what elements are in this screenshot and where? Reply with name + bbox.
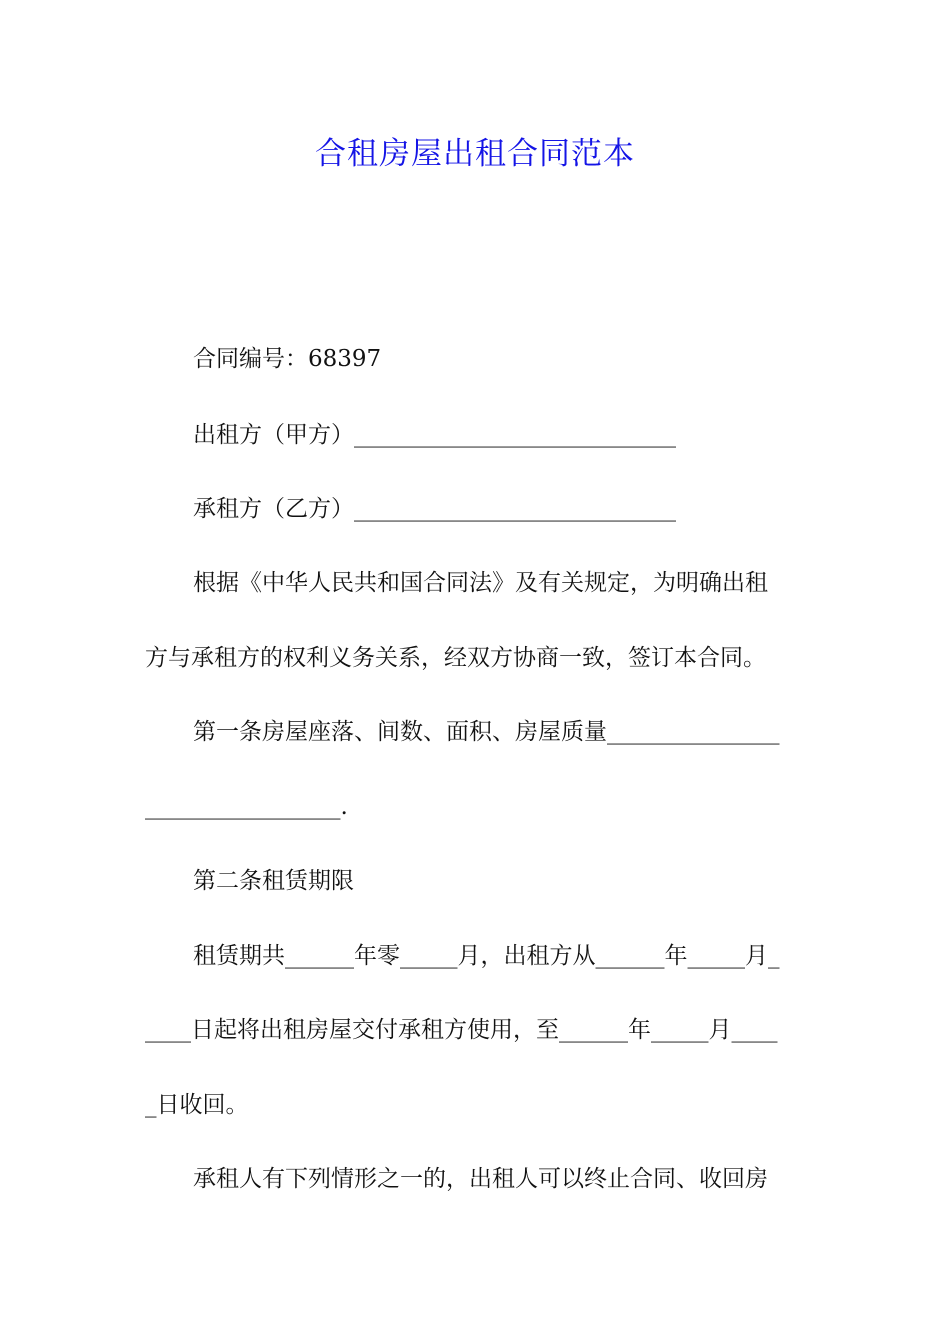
preamble-line-1: 根据《中华人民共和国合同法》及有关规定，为明确出租 xyxy=(193,570,768,596)
preamble-line-2: 方与承租方的权利义务关系，经双方协商一致，签订本合同。 xyxy=(145,645,766,671)
article-2-heading: 第二条租赁期限 xyxy=(193,868,354,894)
article-1-line-2: _________________. xyxy=(145,794,348,820)
lease-term-line-1: 租赁期共______年零_____月，出租方从______年_____月_ xyxy=(193,943,780,969)
termination-line-1: 承租人有下列情形之一的，出租人可以终止合同、收回房 xyxy=(193,1166,768,1192)
lessor-line: 出租方（甲方）____________________________ xyxy=(193,422,676,448)
contract-number: 合同编号：68397 xyxy=(193,346,382,372)
lease-term-line-3: _日收回。 xyxy=(145,1092,249,1118)
article-1-line-1: 第一条房屋座落、间数、面积、房屋质量_______________ xyxy=(193,719,780,745)
document-title: 合租房屋出租合同范本 xyxy=(315,136,635,172)
lessee-line: 承租方（乙方）____________________________ xyxy=(193,496,676,522)
lease-term-line-2: ____日起将出租房屋交付承租方使用，至______年_____月____ xyxy=(145,1017,778,1043)
